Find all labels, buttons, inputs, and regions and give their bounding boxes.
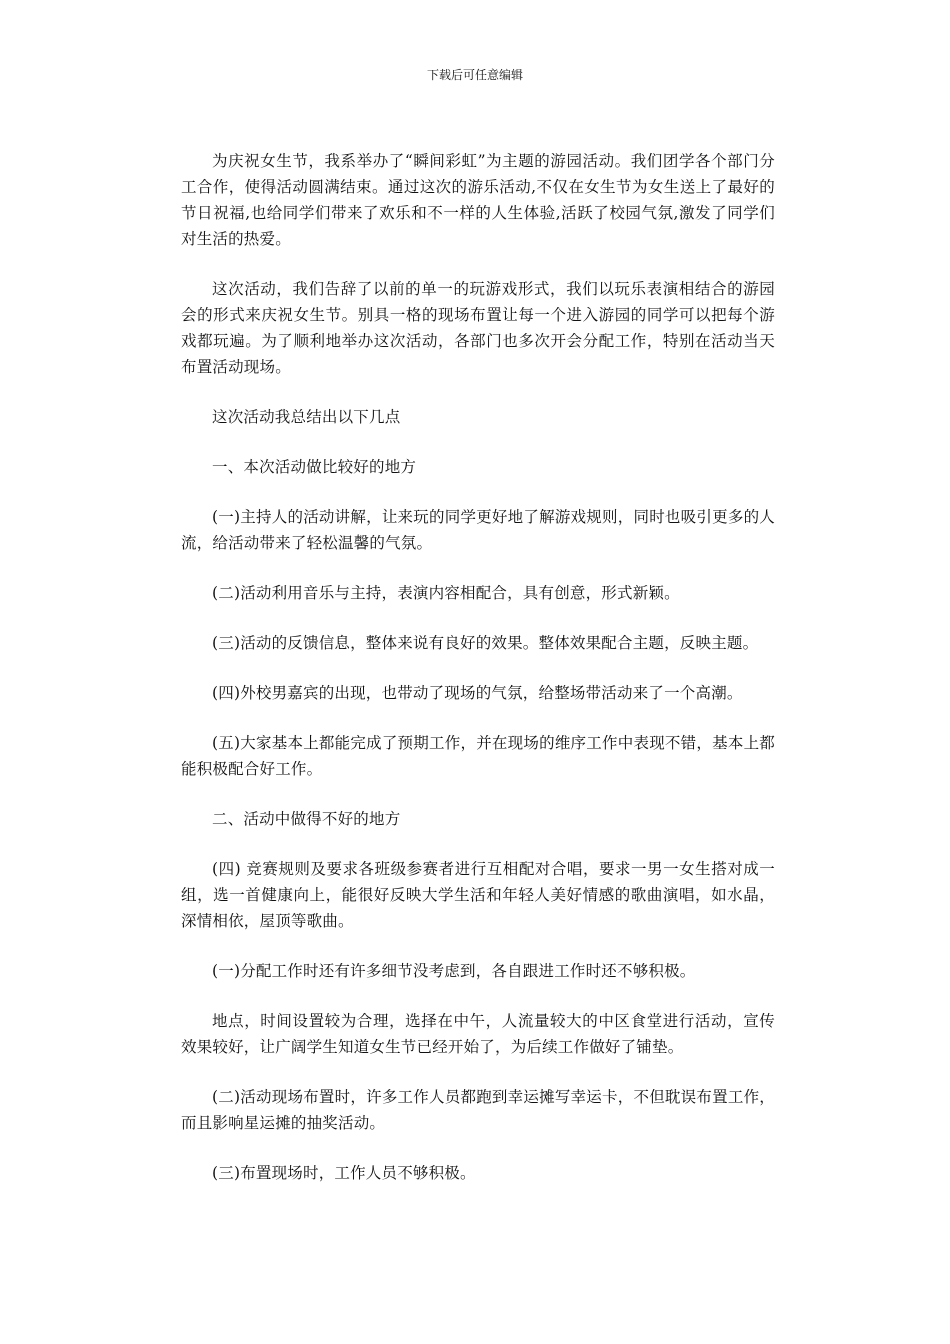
document-body	[181, 148, 775, 1186]
paragraph-intro: 为庆祝女生节，我系举办了“瞬间彩虹”为主题的游园活动。我们团学各个部门分工合作，使得活动圆满结束。通过这次的游乐活动,不仅在女生节为女生送上了最好的节日祝福,也给同学们带来了欢乐和不一样的人生体验,活跃了校园气氛,激发了同学们对生活的热爱。	[181, 152, 775, 248]
list-item: (四) 竞赛规则及要求各班级参赛者进行互相配对合唱，要求一男一女生搭对成一组，选一首健康向上，能很好反映大学生活和年轻人美好情感的歌曲演唱，如水晶，深情相依，屋顶等歌曲。	[181, 860, 775, 930]
list-item: (二)活动现场布置时，许多工作人员都跑到幸运摊写幸运卡，不但耽误布置工作，而且影响星运摊的抽奖活动。	[181, 1088, 775, 1132]
paragraph-location-time: 地点，时间设置较为合理，选择在中午，人流量较大的中区食堂进行活动，宣传效果较好，让广阔学生知道女生节已经开始了，为后续工作做好了铺垫。	[181, 1012, 775, 1056]
list-item: (三)布置现场时，工作人员不够积极。	[212, 1164, 476, 1182]
list-item: (二)活动利用音乐与主持，表演内容相配合，具有创意，形式新颖。	[212, 584, 680, 602]
list-item: (四)外校男嘉宾的出现，也带动了现场的气氛，给整场带活动来了一个高潮。	[212, 684, 743, 702]
paragraph-activity-format: 这次活动，我们告辞了以前的单一的玩游戏形式，我们以玩乐表演相结合的游园会的形式来庆祝女生节。别具一格的现场布置让每一个进入游园的同学可以把每个游戏都玩遍。为了顺利地举办这次活动，各部门也多次开会分配工作，特别在活动当天布置活动现场。	[181, 280, 775, 376]
list-item: (五)大家基本上都能完成了预期工作，并在现场的维序工作中表现不错，基本上都能积极配合好工作。	[181, 734, 775, 778]
list-item: (一)分配工作时还有许多细节没考虑到，各自跟进工作时还不够积极。	[212, 962, 696, 980]
section-heading-good-points: 一、本次活动做比较好的地方	[212, 458, 417, 476]
paragraph-summary-lead: 这次活动我总结出以下几点	[212, 408, 401, 426]
list-item: (一)主持人的活动讲解，让来玩的同学更好地了解游戏规则，同时也吸引更多的人流，给活动带来了轻松温馨的气氛。	[181, 508, 775, 552]
section-heading-weak-points: 二、活动中做得不好的地方	[212, 810, 401, 828]
list-item: (三)活动的反馈信息，整体来说有良好的效果。整体效果配合主题，反映主题。	[212, 634, 759, 652]
page-header: 下载后可任意编辑	[426, 68, 523, 82]
